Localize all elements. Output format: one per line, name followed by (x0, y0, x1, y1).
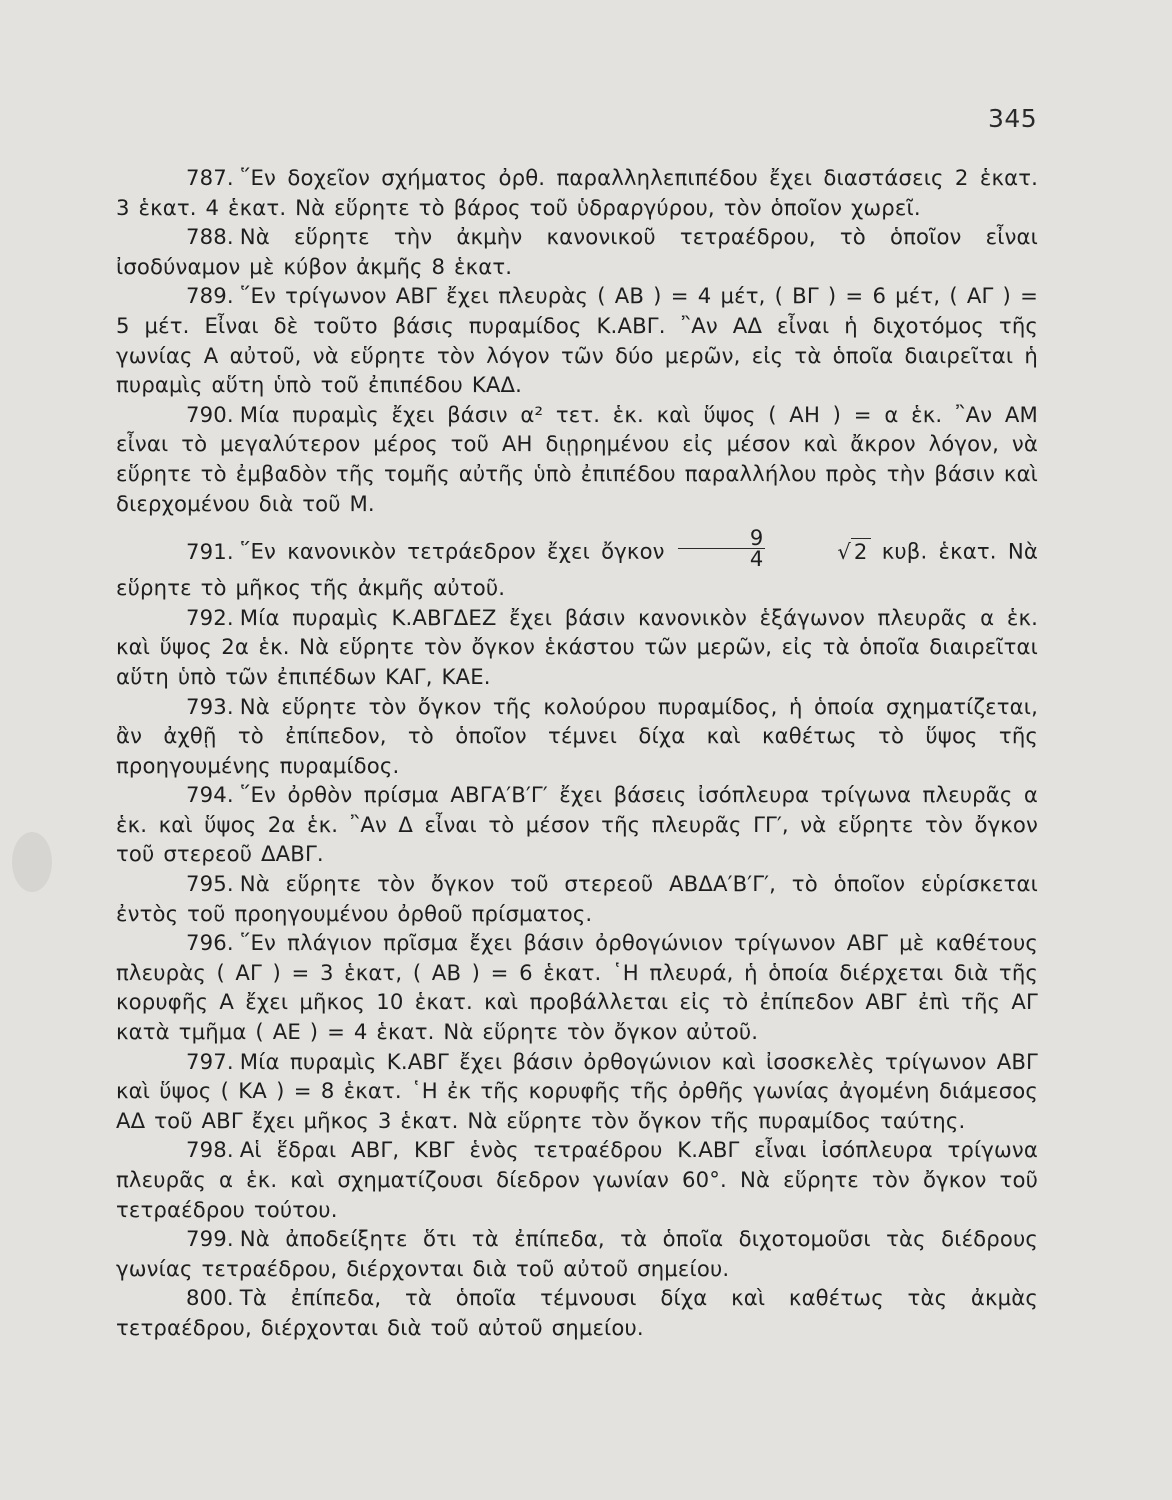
problem-number: 787. (186, 165, 234, 190)
sqrt-argument: 2 (851, 538, 871, 564)
problem-790 (116, 400, 1038, 518)
problem-number: 790. (186, 401, 234, 427)
problem-number: 788. (186, 224, 234, 250)
fraction-numerator: 9 (678, 528, 766, 549)
problem-800 (116, 1283, 1038, 1342)
problem-number: 796. (186, 930, 234, 956)
problem-text: Μία πυραμὶς ἔχει βάσιν α² τετ. ἑκ. καὶ ὕψος ( ΑΗ ) = α ἑκ. ῍Αν ΑΜ εἶναι τὸ μεγαλύτερον μέρος τοῦ ΑΗ διῃρημένου εἰς μέσον καὶ ἄκρον λόγον, νὰ εὕρητε τὸ ἐμβαδὸν τῆς τομῆς αὐτῆς ὑπὸ ἐπιπέδου παραλλήλου πρὸς τὴν βάσιν καὶ διερχομένου διὰ τοῦ Μ. (116, 401, 1038, 516)
fraction-denominator: 4 (749, 547, 764, 572)
problem-text: Μία πυραμὶς Κ.ΑΒΓ ἔχει βάσιν ὀρθογώνιον καὶ ἰσοσκελὲς τρίγωνον ΑΒΓ καὶ ὕψος ( ΚΑ ) = 8 ἑκατ. ῾Η ἐκ τῆς κορυφῆς τῆς ὀρθῆς γωνίας ἀγομένη διάμεσος ΑΔ τοῦ ΑΒΓ ἔχει μῆκος 3 ἑκατ. Νὰ εὕρητε τὸν ὄγκον τῆς πυραμίδος ταύτης. (116, 1048, 1038, 1133)
problem-number: 789. (186, 283, 234, 309)
problem-787 (116, 163, 1038, 222)
page-smudge (12, 832, 52, 892)
problem-text: Αἱ ἕδραι ΑΒΓ, ΚΒΓ ἑνὸς τετραέδρου Κ.ΑΒΓ εἶναι ἰσόπλευρα τρίγωνα πλευρᾶς α ἑκ. καὶ σχηματίζουσι δίεδρον γωνίαν 60°. Νὰ εὕρητε τὸν ὄγκον τοῦ τετραέδρου τούτου. (116, 1137, 1038, 1222)
problem-798 (116, 1135, 1038, 1224)
problem-796 (116, 928, 1038, 1046)
problem-795 (116, 869, 1038, 928)
problem-number: 800. (186, 1285, 234, 1311)
problem-number: 794. (186, 782, 234, 808)
problem-text: ῞Εν τρίγωνον ΑΒΓ ἔχει πλευρὰς ( ΑΒ ) = 4 μέτ, ( ΒΓ ) = 6 μέτ, ( ΑΓ ) = 5 μέτ. Εἶναι δὲ τοῦτο βάσις πυραμίδος Κ.ΑΒΓ. ῍Αν ΑΔ εἶναι ἡ διχοτόμος τῆς γωνίας Α αὐτοῦ, νὰ εὕρητε τὸν λόγον τῶν δύο μερῶν, εἰς τὰ ὁποῖα διαιρεῖται ἡ πυραμὶς αὕτη ὑπὸ τοῦ ἐπιπέδου ΚΑΔ. (116, 283, 1038, 398)
problem-794 (116, 780, 1038, 869)
sqrt-sign: √ (837, 539, 851, 564)
problem-list (116, 163, 1038, 1343)
problem-number: 795. (186, 871, 234, 897)
problem-number: 791. (186, 538, 234, 564)
problem-793 (116, 692, 1038, 781)
problem-text: ῞Εν ὀρθὸν πρίσμα ΑΒΓΑ′Β′Γ′ ἔχει βάσεις ἰσόπλευρα τρίγωνα πλευρᾶς α ἑκ. καὶ ὕψος 2α ἑκ. ῍Αν Δ εἶναι τὸ μέσον τῆς πλευρᾶς ΓΓ′, νὰ εὕρητε τὸν ὄγκον τοῦ στερεοῦ ΔΑΒΓ. (116, 782, 1038, 867)
problem-text: Νὰ εὕρητε τὸν ὄγκον τῆς κολούρου πυραμίδος, ἡ ὁποία σχηματίζεται, ἂν ἀχθῇ τὸ ἐπίπεδον, τὸ ὁποῖον τέμνει δίχα καὶ καθέτως τὸ ὕψος τῆς προηγουμένης πυραμίδος. (116, 693, 1038, 778)
square-root (767, 537, 870, 568)
problem-number: 792. (186, 604, 234, 630)
problem-799 (116, 1224, 1038, 1283)
problem-791 (116, 526, 1038, 603)
problem-text: Νὰ εὕρητε τὴν ἀκμὴν κανονικοῦ τετραέδρου, τὸ ὁποῖον εἶναι ἰσοδύναμον μὲ κύβον ἀκμῆς 8 ἑκατ. (116, 224, 1038, 279)
problem-text: Τὰ ἐπίπεδα, τὰ ὁποῖα τέμνουσι δίχα καὶ καθέτως τὰς ἀκμὰς τετραέδρου, διέρχονται διὰ τοῦ αὐτοῦ σημείου. (116, 1285, 1038, 1340)
problem-789 (116, 281, 1038, 399)
problem-797 (116, 1047, 1038, 1136)
problem-text: ῞Εν δοχεῖον σχήματος ὀρθ. παραλληλεπιπέδου ἔχει διαστάσεις 2 ἑκατ. 3 ἑκατ. 4 ἑκατ. Νὰ εὕρητε τὸ βάρος τοῦ ὑδραργύρου, τὸν ὁποῖον χωρεῖ. (116, 165, 1038, 220)
problem-number: 799. (186, 1226, 234, 1252)
page-number: 345 (988, 104, 1038, 133)
problem-788 (116, 222, 1038, 281)
problem-number: 798. (186, 1137, 234, 1163)
problem-text: Νὰ εὕρητε τὸν ὄγκον τοῦ στερεοῦ ΑΒΔΑ′Β′Γ′, τὸ ὁποῖον εὑρίσκεται ἐντὸς τοῦ προηγουμένου ὀρθοῦ πρίσματος. (116, 871, 1038, 926)
problem-text: Νὰ ἀποδείξητε ὅτι τὰ ἐπίπεδα, τὰ ὁποῖα διχοτομοῦσι τὰς διέδρους γωνίας τετραέδρου, διέρχονται διὰ τοῦ αὐτοῦ σημείου. (116, 1226, 1038, 1281)
problem-number: 797. (186, 1048, 234, 1074)
problem-text-before: ῞Εν κανονικὸν τετράεδρον ἔχει ὄγκον (239, 538, 665, 564)
problem-number: 793. (186, 693, 234, 719)
problem-text: ῞Εν πλάγιον πρῖσμα ἔχει βάσιν ὀρθογώνιον τρίγωνον ΑΒΓ μὲ καθέτους πλευρὰς ( ΑΓ ) = 3 ἑκατ, ( ΑΒ ) = 6 ἑκατ. ῾Η πλευρά, ἡ ὁποία διέρχεται διὰ τῆς κορυφῆς Α ἔχει μῆκος 10 ἑκατ. καὶ προβάλλεται εἰς τὸ ἐπίπεδον ΑΒΓ ἐπὶ τῆς ΑΓ κατὰ τμῆμα ( ΑΕ ) = 4 ἑκατ. Νὰ εὕρητε τὸν ὄγκον αὐτοῦ. (116, 930, 1038, 1045)
fraction (678, 526, 766, 572)
problem-text-after: κυβ. ἑκατ. Νὰ εὕρητε τὸ μῆκος τῆς ἀκμῆς αὐτοῦ. (116, 538, 1038, 601)
problem-text: Μία πυραμὶς Κ.ΑΒΓΔΕΖ ἔχει βάσιν κανονικὸν ἑξάγωνον πλευρᾶς α ἑκ. καὶ ὕψος 2α ἑκ. Νὰ εὕρητε τὸν ὄγκον ἑκάστου τῶν μερῶν, εἰς τὰ ὁποῖα διαιρεῖται αὕτη ὑπὸ τῶν ἐπιπέδων ΚΑΓ, ΚΑΕ. (116, 604, 1038, 689)
problem-792 (116, 603, 1038, 692)
